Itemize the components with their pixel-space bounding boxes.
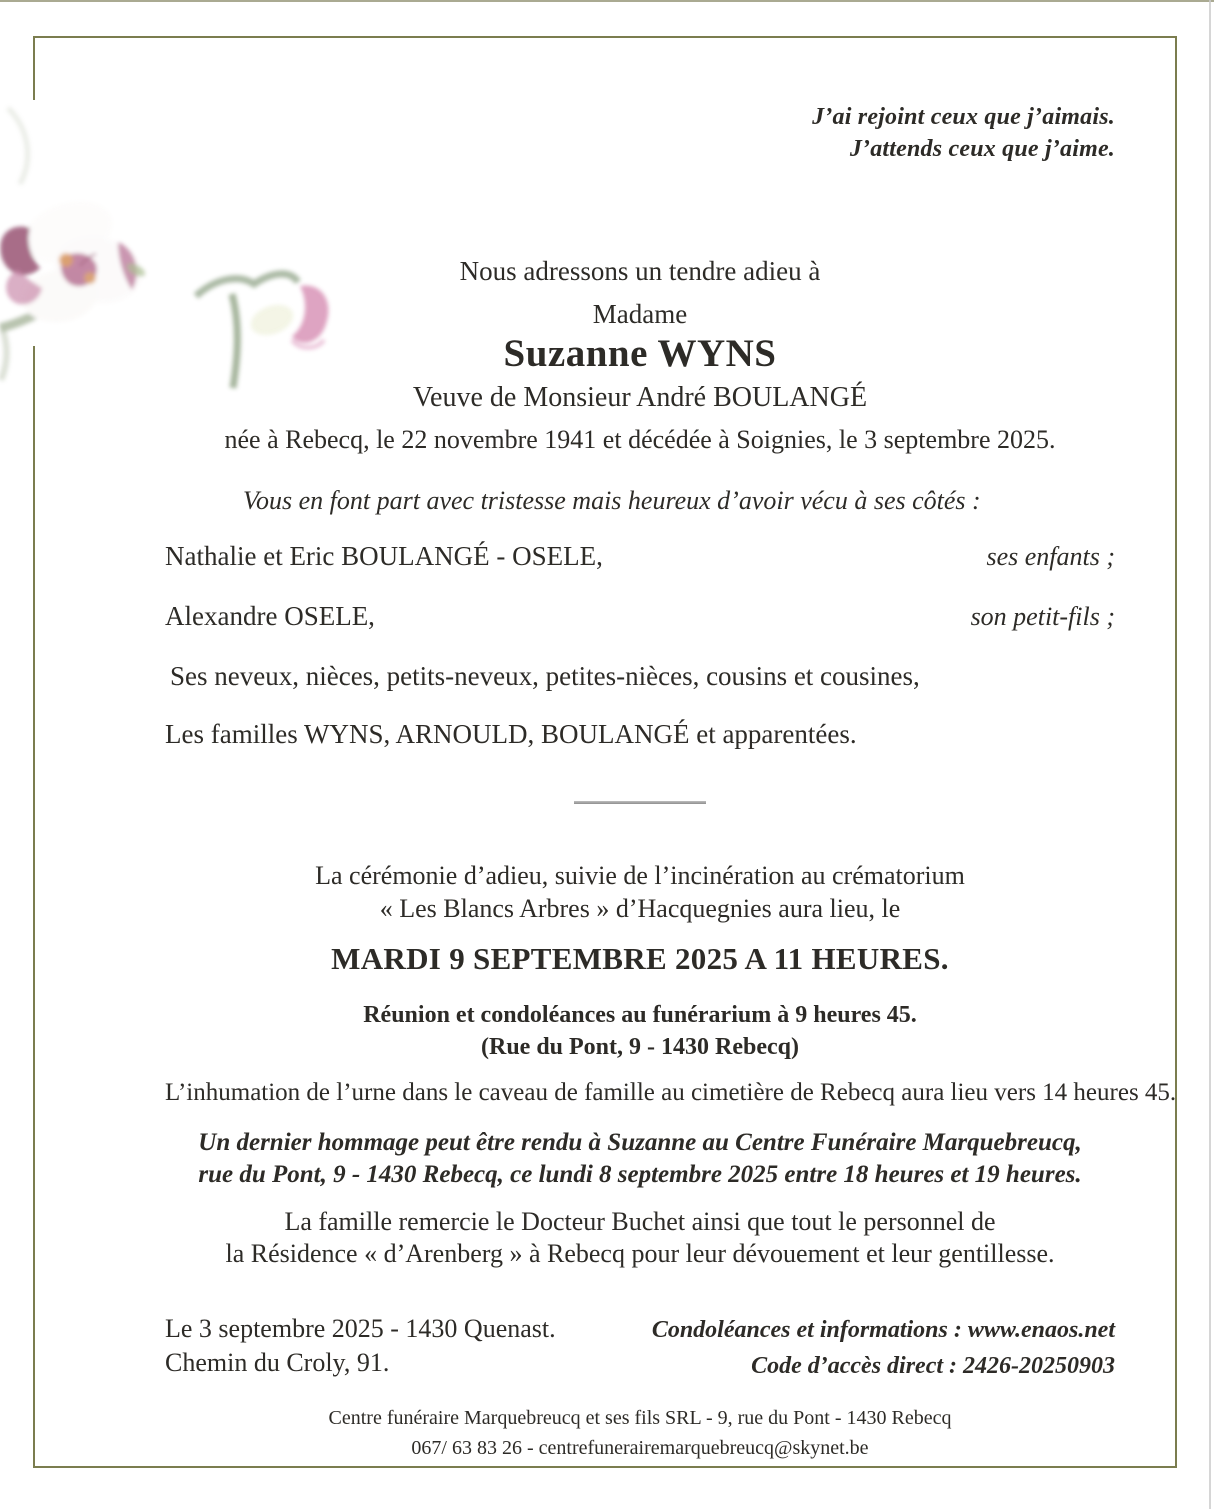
scan-edge-right bbox=[1209, 0, 1211, 1509]
life-dates: née à Rebecq, le 22 novembre 1941 et décédée à Soignies, le 3 septembre 2025. bbox=[224, 425, 1056, 454]
deceased-name: Suzanne WYNS bbox=[503, 332, 777, 375]
memorial-quote bbox=[165, 101, 1115, 166]
family-names: Alexandre OSELE, bbox=[165, 601, 375, 631]
family-families-line: Les familles WYNS, ARNOULD, BOULANGÉ et apparentées. bbox=[165, 719, 857, 749]
family-lead: Vous en font part avec tristesse mais heureux d’avoir vécu à ses côtés : bbox=[243, 486, 981, 515]
condolences-access-code-line: Code d’accès direct : 2426-20250903 bbox=[751, 1352, 1115, 1379]
memorial-quote-line-2: J’attends ceux que j’aime. bbox=[849, 136, 1115, 163]
memorial-quote-line-1: J’ai rejoint ceux que j’aimais. bbox=[812, 104, 1115, 130]
tribute-line-1: Un dernier hommage peut être rendu à Suzanne au Centre Funéraire Marquebreucq, bbox=[198, 1129, 1082, 1156]
scan-edge-top bbox=[0, 0, 1214, 2]
sender-line-2: Chemin du Croly, 91. bbox=[165, 1348, 390, 1378]
section-divider bbox=[574, 801, 706, 804]
thanks-line-1: La famille remercie le Docteur Buchet ainsi que tout le personnel de bbox=[284, 1207, 996, 1236]
honorific: Madame bbox=[592, 299, 688, 329]
condolences-website-line: Condoléances et informations : www.enaos.net bbox=[651, 1317, 1115, 1343]
family-relation: son petit-fils ; bbox=[970, 602, 1115, 631]
announcement-line: Nous adressons un tendre adieu à bbox=[459, 256, 821, 286]
tribute-line-2: rue du Pont, 9 - 1430 Rebecq, ce lundi 8 septembre 2025 entre 18 heures et 19 heures. bbox=[198, 1161, 1082, 1188]
funeral-home-contact: 067/ 63 83 26 - centrefunerairemarquebreucq@skynet.be bbox=[411, 1437, 869, 1459]
meeting-line-1: Réunion et condoléances au funérarium à 9 heures 45. bbox=[363, 1002, 917, 1028]
funeral-home-address: Centre funéraire Marquebreucq et ses fils SRL - 9, rue du Pont - 1430 Rebecq bbox=[328, 1407, 952, 1429]
family-names: Nathalie et Eric BOULANGÉ - OSELE, bbox=[165, 541, 603, 571]
family-row bbox=[165, 541, 1115, 572]
thanks-line-2: la Résidence « d’Arenberg » à Rebecq pour leur dévouement et leur gentillesse. bbox=[225, 1239, 1055, 1268]
widow-line: Veuve de Monsieur André BOULANGÉ bbox=[412, 382, 868, 413]
ceremony-date-line: MARDI 9 SEPTEMBRE 2025 A 11 HEURES. bbox=[331, 941, 949, 976]
family-row bbox=[165, 601, 1115, 632]
ceremony-line-2: « Les Blancs Arbres » d’Hacquegnies aura lieu, le bbox=[379, 894, 901, 923]
sender-address bbox=[165, 1312, 556, 1381]
funeral-home-footer bbox=[165, 1403, 1115, 1463]
family-relation: ses enfants ; bbox=[986, 542, 1115, 571]
family-others-line: Ses neveux, nièces, petits-neveux, petites-nièces, cousins et cousines, bbox=[170, 661, 920, 691]
ceremony-line-1: La cérémonie d’adieu, suivie de l’incinération au crématorium bbox=[315, 861, 965, 890]
burial-line: L’inhumation de l’urne dans le caveau de famille au cimetière de Rebecq aura lieu vers 14 heures 45. bbox=[165, 1079, 1177, 1106]
condolences-info bbox=[652, 1313, 1115, 1384]
sender-line-1: Le 3 septembre 2025 - 1430 Quenast. bbox=[165, 1314, 556, 1343]
meeting-line-2: (Rue du Pont, 9 - 1430 Rebecq) bbox=[481, 1034, 799, 1060]
